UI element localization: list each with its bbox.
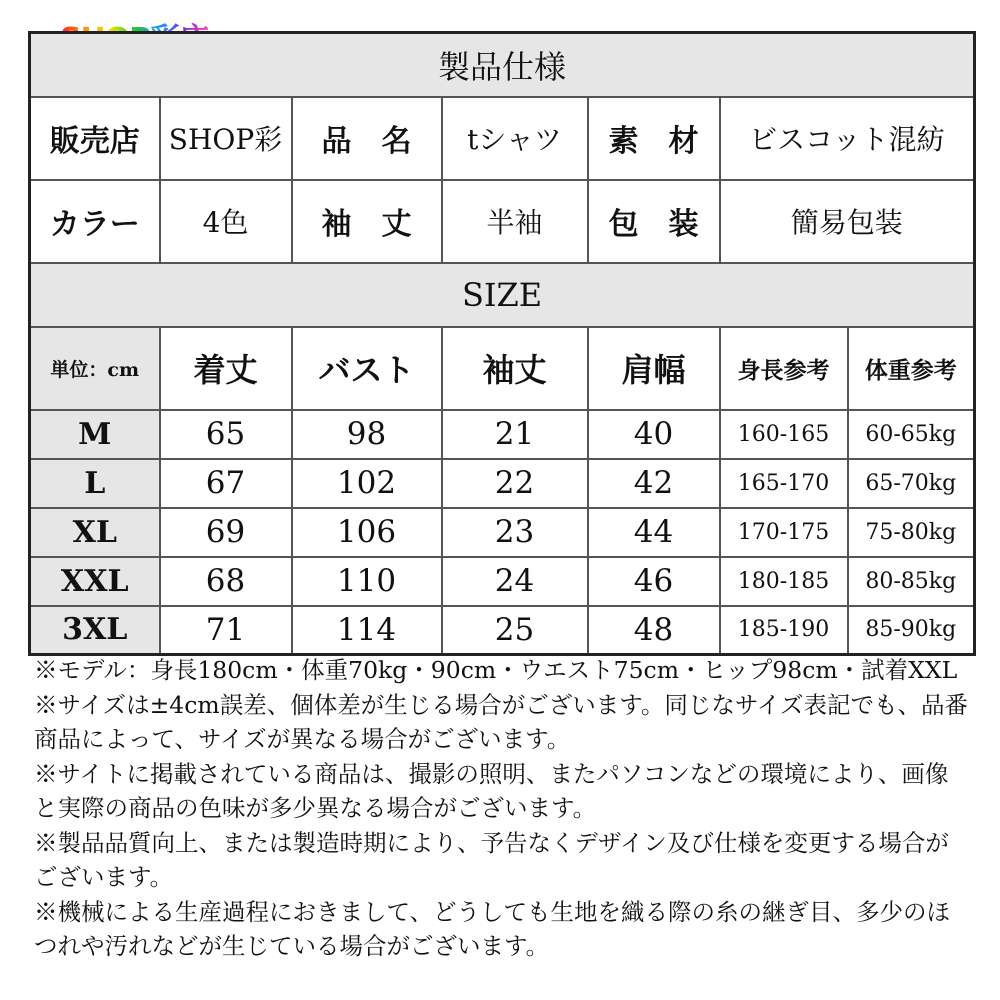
col-header-shoulder: 肩幅	[588, 327, 720, 410]
table-cell: 42	[588, 459, 720, 508]
spec-value-sleeve: 半袖	[442, 180, 588, 263]
col-header-height-ref: 身長参考	[720, 327, 848, 410]
spec-row-2	[30, 180, 975, 263]
table-cell: 46	[588, 557, 720, 606]
table-cell: 71	[160, 606, 292, 655]
table-cell: 22	[442, 459, 588, 508]
note-design-change: ※製品品質向上、または製造時期により、予告なくデザイン及び仕様を変更する場合がございます。	[34, 828, 949, 891]
table-cell: 67	[160, 459, 292, 508]
table-cell: 110	[292, 557, 442, 606]
table-row	[30, 410, 975, 459]
size-title-row	[30, 263, 975, 327]
table-cell: 160-165	[720, 410, 848, 459]
table-cell: 69	[160, 508, 292, 557]
col-header-sleeve: 袖丈	[442, 327, 588, 410]
spec-title-row	[30, 33, 975, 97]
col-header-weight-ref: 体重参考	[848, 327, 975, 410]
table-cell: 24	[442, 557, 588, 606]
note-color-difference: ※サイトに掲載されている商品は、撮影の照明、またパソコンなどの環境により、画像と実際の商品の色味が多少異なる場合がございます。	[34, 759, 949, 822]
note-model: ※モデル：身長180cm・体重70kg・90cm・ウエスト75cm・ヒップ98cm・試着XXL	[34, 656, 958, 684]
table-cell: 48	[588, 606, 720, 655]
table-cell: 170-175	[720, 508, 848, 557]
product-spec-table	[28, 31, 976, 656]
table-cell: 102	[292, 459, 442, 508]
size-title: SIZE	[30, 263, 975, 327]
size-label: M	[30, 410, 160, 459]
table-cell: 68	[160, 557, 292, 606]
note-manufacturing: ※機械による生産過程におきまして、どうしても生地を織る際の糸の継ぎ目、多少のほつれや汚れなどが生じている場合がございます。	[34, 897, 951, 960]
size-label: 3XL	[30, 606, 160, 655]
spec-value-product-name: tシャツ	[442, 97, 588, 180]
spec-value-seller: SHOP彩	[160, 97, 292, 180]
spec-label-sleeve: 袖 丈	[292, 180, 442, 263]
table-cell: 165-170	[720, 459, 848, 508]
spec-value-color: 4色	[160, 180, 292, 263]
table-cell: 65	[160, 410, 292, 459]
size-label: XXL	[30, 557, 160, 606]
table-cell: 25	[442, 606, 588, 655]
table-cell: 40	[588, 410, 720, 459]
spec-label-seller: 販売店	[30, 97, 160, 180]
size-header-row	[30, 327, 975, 410]
table-cell: 60-65kg	[848, 410, 975, 459]
table-cell: 21	[442, 410, 588, 459]
table-cell: 65-70kg	[848, 459, 975, 508]
table-cell: 80-85kg	[848, 557, 975, 606]
table-cell: 180-185	[720, 557, 848, 606]
table-cell: 106	[292, 508, 442, 557]
spec-label-packaging: 包 装	[588, 180, 720, 263]
size-label: L	[30, 459, 160, 508]
table-row	[30, 459, 975, 508]
table-cell: 23	[442, 508, 588, 557]
table-row	[30, 508, 975, 557]
table-row	[30, 557, 975, 606]
spec-value-material: ビスコット混紡	[720, 97, 975, 180]
note-size-error: ※サイズは±4cm誤差、個体差が生じる場合がございます。同じなサイズ表記でも、品番商品によって、サイズが異なる場合がございます。	[34, 690, 968, 753]
spec-label-product-name: 品 名	[292, 97, 442, 180]
col-header-bust: バスト	[292, 327, 442, 410]
unit-label: 単位：cm	[30, 327, 160, 410]
size-label: XL	[30, 508, 160, 557]
spec-title: 製品仕様	[30, 33, 975, 97]
notes-section	[34, 653, 969, 964]
table-cell: 98	[292, 410, 442, 459]
spec-row-1	[30, 97, 975, 180]
spec-value-packaging: 簡易包装	[720, 180, 975, 263]
table-cell: 114	[292, 606, 442, 655]
table-cell: 85-90kg	[848, 606, 975, 655]
spec-label-color: カラー	[30, 180, 160, 263]
table-cell: 185-190	[720, 606, 848, 655]
spec-label-material: 素 材	[588, 97, 720, 180]
table-row	[30, 606, 975, 655]
table-cell: 75-80kg	[848, 508, 975, 557]
col-header-length: 着丈	[160, 327, 292, 410]
table-cell: 44	[588, 508, 720, 557]
